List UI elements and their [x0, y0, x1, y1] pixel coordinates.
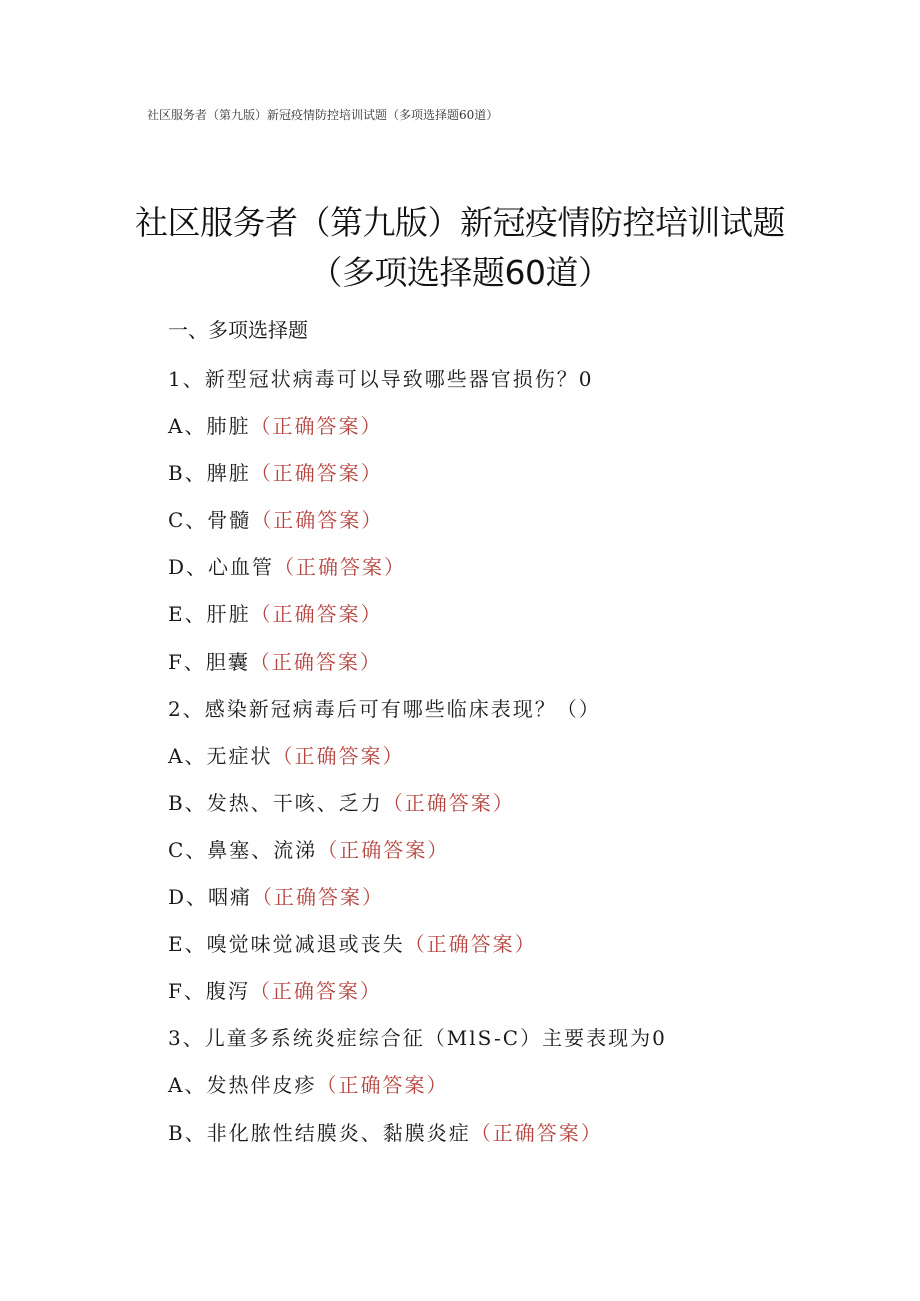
correct-answer-mark: （正确答案）: [250, 461, 383, 486]
document-title: [0, 198, 920, 298]
option-1e: E、肝脏（正确答案）: [168, 602, 383, 627]
correct-answer-mark: （正确答案）: [250, 414, 383, 439]
correct-answer-mark: （正确答案）: [250, 602, 383, 627]
question-1: 1、新型冠状病毒可以导致哪些器官损伤？0: [168, 367, 594, 391]
question-3: 3、儿童多系统炎症综合征（MlS-C）主要表现为0: [168, 1026, 667, 1051]
correct-answer-mark: （正确答案）: [249, 649, 382, 674]
option-2d: D、咽痛（正确答案）: [168, 885, 385, 910]
running-header: 社区服务者（第九版）新冠疫情防控培训试题（多项选择题60道）: [147, 108, 499, 122]
option-3b: B、非化脓性结膜炎、黏膜炎症（正确答案）: [168, 1120, 603, 1145]
correct-answer-mark: （正确答案）: [251, 508, 384, 533]
option-2b: B、发热、干咳、乏力（正确答案）: [168, 790, 515, 815]
option-1f: F、胆囊（正确答案）: [168, 649, 382, 674]
question-2: 2、感染新冠病毒后可有哪些临床表现？（）: [168, 696, 601, 721]
option-2e: E、嗅觉味觉减退或丧失（正确答案）: [168, 932, 537, 957]
option-2a: A、无症状（正确答案）: [168, 743, 405, 768]
correct-answer-mark: （正确答案）: [404, 932, 537, 957]
option-2f: F、腹泻（正确答案）: [168, 979, 382, 1004]
question-list: [168, 364, 868, 1165]
title-line-1: 社区服务者（第九版）新冠疫情防控培训试题: [135, 203, 785, 242]
option-1c: C、骨髓（正确答案）: [168, 508, 384, 533]
correct-answer-mark: （正确答案）: [272, 743, 405, 768]
option-1b: B、脾脏（正确答案）: [168, 461, 383, 486]
correct-answer-mark: （正确答案）: [470, 1120, 603, 1145]
option-1a: A、肺脏（正确答案）: [168, 414, 383, 439]
correct-answer-mark: （正确答案）: [274, 555, 407, 580]
section-heading: 一、多项选择题: [168, 318, 308, 342]
option-2c: C、鼻塞、流涕（正确答案）: [168, 837, 450, 862]
option-3a: A、发热伴皮疹（正确答案）: [168, 1073, 449, 1098]
correct-answer-mark: （正确答案）: [382, 790, 515, 815]
correct-answer-mark: （正确答案）: [316, 1073, 449, 1098]
title-line-2: （多项选择题60道）: [309, 253, 611, 292]
correct-answer-mark: （正确答案）: [249, 979, 382, 1004]
correct-answer-mark: （正确答案）: [252, 885, 385, 910]
correct-answer-mark: （正确答案）: [317, 837, 450, 862]
option-1d: D、心血管（正确答案）: [168, 555, 407, 580]
